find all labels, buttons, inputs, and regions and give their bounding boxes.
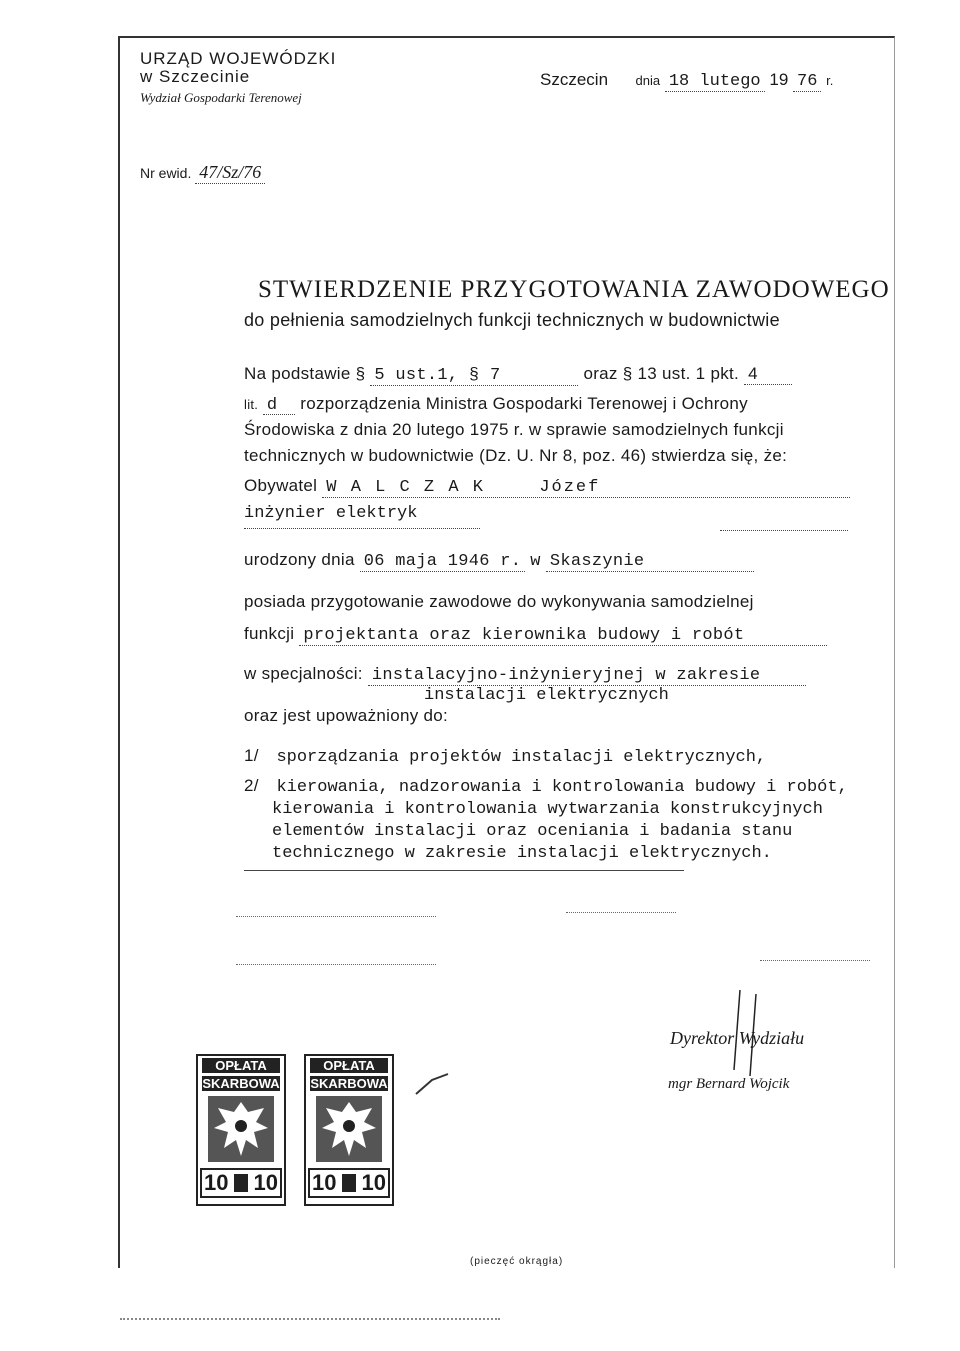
separator-1 xyxy=(244,870,684,871)
revenue-stamp-2 xyxy=(304,1054,394,1206)
birth-w: w xyxy=(530,552,541,571)
date-year: 76 xyxy=(793,72,821,92)
basis-text-2: rozporządzenia Ministra Gospodarki Terenowej i Ochrony xyxy=(300,394,748,413)
citizen-surname: W A L C Z A K xyxy=(326,478,485,497)
eagle-emblem-icon xyxy=(208,1096,274,1162)
preparation-text: posiada przygotowanie zawodowe do wykonywania samodzielnej xyxy=(244,592,754,611)
item-2 xyxy=(244,776,848,797)
stamp-2-value-right: 10 xyxy=(361,1170,386,1195)
stamp-1-value xyxy=(200,1168,282,1198)
birth-label: urodzony dnia xyxy=(244,550,355,569)
registration-label: Nr ewid. xyxy=(140,165,192,181)
city: Szczecin xyxy=(540,70,609,89)
printer-footer xyxy=(120,1318,500,1320)
office-city: w Szczecinie xyxy=(140,67,251,86)
basis-line-2 xyxy=(244,394,748,415)
citizen-title: inżynier elektryk xyxy=(244,504,418,523)
stamp-1-bottom: SKARBOWA xyxy=(202,1076,280,1091)
basis-line-3: Środowiska z dnia 20 lutego 1975 r. w sprawie samodzielnych funkcji xyxy=(244,420,784,439)
revenue-stamp-1 xyxy=(196,1054,286,1206)
basis-lit: d xyxy=(263,394,295,415)
item-2-line-1: kierowania, nadzorowania i kontrolowania budowy i robót, xyxy=(276,778,848,797)
date-line xyxy=(540,70,833,92)
citizen-firstname: Józef xyxy=(539,478,601,497)
year-prefix: 19 xyxy=(769,70,789,89)
office-name: URZĄD WOJEWÓDZKI xyxy=(140,49,337,68)
stamp-2-value xyxy=(308,1168,390,1198)
stamp-1-value-left: 10 xyxy=(204,1170,229,1195)
stamp-2-bottom: SKARBOWA xyxy=(310,1076,388,1091)
function-value: projektanta oraz kierownika budowy i robót xyxy=(299,626,827,646)
date-suffix: r. xyxy=(826,73,834,88)
item-2-line-2: kierowania i kontrolowania wytwarzania konstrukcyjnych xyxy=(272,800,823,819)
office-department: Wydział Gospodarki Terenowej xyxy=(140,90,302,105)
signature-name: mgr Bernard Wojcik xyxy=(668,1076,790,1092)
separator-4 xyxy=(236,964,436,965)
eagle-emblem-icon xyxy=(316,1096,382,1162)
item-2-line-3: elementów instalacji oraz oceniania i badania stanu xyxy=(272,822,793,841)
authorization-text: oraz jest upoważniony do: xyxy=(244,706,449,725)
birth-line xyxy=(244,550,754,572)
stamp-2-value-left: 10 xyxy=(312,1170,337,1195)
basis-lead: Na podstawie § xyxy=(244,364,366,383)
separator-5 xyxy=(760,960,870,961)
signature-role: Dyrektor Wydziału xyxy=(670,1028,805,1048)
separator-3 xyxy=(566,912,676,913)
item-2-number: 2/ xyxy=(244,776,259,795)
specialization-line xyxy=(244,664,806,686)
registration-value: 47/Sz/76 xyxy=(195,162,265,184)
citizen-title-line xyxy=(244,528,480,529)
document-title: STWIERDZENIE PRZYGOTOWANIA ZAWODOWEGO xyxy=(258,276,890,303)
citizen-label: Obywatel xyxy=(244,476,318,495)
basis-section: 5 ust.1, § 7 xyxy=(370,366,578,386)
date-day-month: 18 lutego xyxy=(665,72,765,92)
document-subtitle: do pełnienia samodzielnych funkcji technicznych w budownictwie xyxy=(244,310,780,330)
specialization-value: instalacyjno-inżynieryjnej w zakresie xyxy=(368,666,806,686)
birth-place: Skaszynie xyxy=(546,552,754,572)
citizen-line xyxy=(244,476,850,498)
basis-line-1 xyxy=(244,364,792,386)
basis-oraz: oraz § 13 ust. 1 pkt. xyxy=(583,364,740,383)
stamp-1-top: OPŁATA xyxy=(202,1058,280,1073)
basis-lit-label: lit. xyxy=(244,397,259,412)
item-1-number: 1/ xyxy=(244,746,259,765)
seal-caption: (pieczęć okrągła) xyxy=(470,1256,564,1267)
item-1 xyxy=(244,746,766,767)
registration-number xyxy=(140,162,265,184)
basis-pkt: 4 xyxy=(744,364,792,385)
citizen-fullname xyxy=(322,478,850,498)
function-label: funkcji xyxy=(244,624,295,643)
item-1-text: sporządzania projektów instalacji elektrycznych, xyxy=(276,748,767,767)
separator-2 xyxy=(236,916,436,917)
item-2-line-4: technicznego w zakresie instalacji elektrycznych. xyxy=(272,844,772,863)
stamp-1-value-right: 10 xyxy=(253,1170,278,1195)
function-line xyxy=(244,624,827,646)
stamp-cancel-mark-icon xyxy=(412,1070,452,1100)
dnia-label: dnia xyxy=(635,73,661,88)
birth-date: 06 maja 1946 r. xyxy=(360,552,526,572)
basis-line-4: technicznych w budownictwie (Dz. U. Nr 8, poz. 46) stwierdza się, że: xyxy=(244,446,788,465)
citizen-title-line-end xyxy=(720,530,848,531)
stamp-2-top: OPŁATA xyxy=(310,1058,388,1073)
specialization-label: w specjalności: xyxy=(244,664,363,683)
specialization-value-2: instalacji elektrycznych xyxy=(424,686,669,705)
